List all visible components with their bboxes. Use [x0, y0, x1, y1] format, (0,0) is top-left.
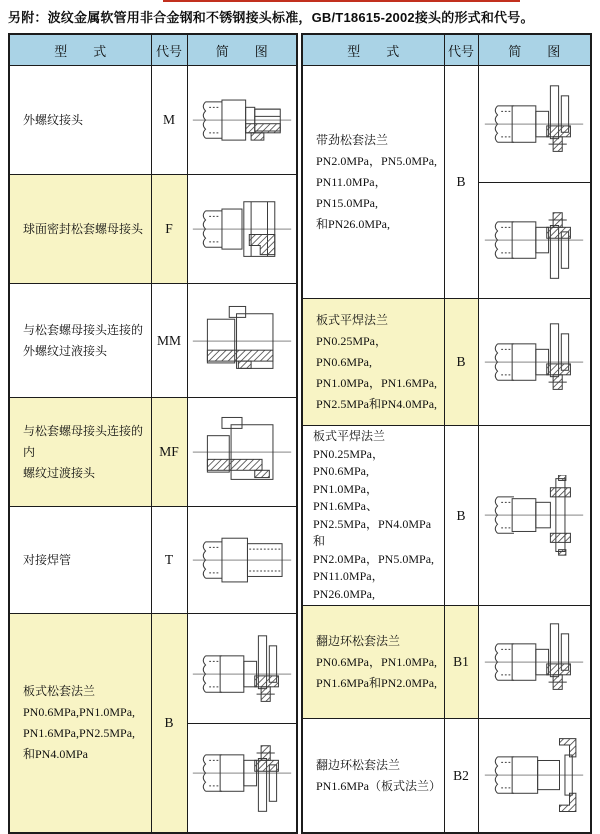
- diagram-wrap: [188, 180, 297, 278]
- col-header-diagram: 简 图: [478, 34, 591, 66]
- joint-code-cell: B: [151, 614, 187, 833]
- type-line: 板式平焊法兰: [316, 312, 389, 327]
- type-line: PN2.0MPa，PN5.0MPa,: [316, 153, 438, 168]
- type-line: 外螺纹接头: [23, 112, 84, 127]
- type-line: PN1.0MPa，PN1.6MPa、: [313, 481, 379, 513]
- type-line: PN2.5MPa和PN4.0MPa,: [316, 396, 438, 411]
- diagram-wrap: [479, 461, 591, 570]
- col-header-type: 型 式: [9, 34, 151, 66]
- type-line: 球面密封松套螺母接头: [23, 221, 144, 236]
- neck-loose-flange-up-diagram: [483, 84, 585, 164]
- neck-loose-flange-down-diagram: [483, 200, 585, 280]
- type-line: 外螺纹过液接头: [23, 343, 108, 358]
- joint-type-cell: [302, 426, 444, 606]
- type-line: 与松套螺母接头连接的: [23, 322, 144, 337]
- type-line: PN2.5MPa，PN4.0MPa和: [313, 516, 432, 548]
- diagram-wrap: [188, 290, 297, 392]
- type-line: 板式平焊法兰: [313, 429, 386, 443]
- flanged-ring-loose-flange-diagram: [483, 622, 585, 702]
- col-header-diagram: 简 图: [187, 34, 297, 66]
- type-line: PN0.25MPa，PN0.6MPa,: [313, 446, 385, 478]
- joint-diagram-cell: [187, 398, 297, 507]
- joint-type-cell: [9, 507, 151, 614]
- table-row: [302, 719, 591, 834]
- diagram-wrap: [188, 723, 297, 822]
- diagram-wrap: [479, 719, 591, 832]
- diagram-wrap: [479, 66, 591, 182]
- diagram-wrap: [479, 182, 591, 299]
- joint-type-cell: [9, 66, 151, 175]
- joint-code-cell: B: [444, 426, 478, 606]
- col-header-code: 代号: [444, 34, 478, 66]
- type-line: PN0.6MPa,PN1.0MPa,: [23, 705, 136, 720]
- joint-type-cell: [302, 719, 444, 834]
- type-line: 和PN4.0MPa: [23, 747, 89, 762]
- joint-diagram-cell: [187, 614, 297, 833]
- type-line: PN1.0MPa，PN1.6MPa,: [316, 375, 438, 390]
- diagram-wrap: [188, 512, 297, 608]
- type-line: 翻边环松套法兰: [316, 633, 401, 648]
- joint-diagram-cell: [478, 719, 591, 834]
- table-row: [9, 66, 297, 175]
- flanged-ring-plate-flange-diagram: [483, 735, 585, 815]
- diagram-wrap: [188, 403, 297, 501]
- diagram-wrap: [188, 71, 297, 169]
- joint-code-cell: MF: [151, 398, 187, 507]
- loose-nut-fitting-diagram: [191, 189, 293, 269]
- joint-type-cell: [302, 299, 444, 426]
- table-header-row: [9, 34, 297, 66]
- joint-type-tables: [8, 33, 592, 834]
- joint-type-cell: [9, 614, 151, 833]
- joint-type-cell: [302, 66, 444, 299]
- type-line: 和PN26.0MPa,: [316, 216, 391, 231]
- table-row: [9, 398, 297, 507]
- joint-code-cell: F: [151, 175, 187, 284]
- type-line: PN1.6MPa和PN2.0MPa,: [316, 675, 438, 690]
- page-title: 另附：波纹金属软管用非合金钢和不锈钢接头标准，GB/T18615-2002接头的形式和代号。: [8, 10, 534, 25]
- table-row: [302, 426, 591, 606]
- joint-diagram-cell: [187, 507, 297, 614]
- type-line: 带劲松套法兰: [316, 132, 389, 147]
- joint-code-cell: B1: [444, 606, 478, 719]
- col-header-type: 型 式: [302, 34, 444, 66]
- joint-type-cell: [9, 284, 151, 398]
- loose-plate-flange-down-diagram: [191, 733, 293, 813]
- type-line: PN0.25MPa，PN0.6MPa,: [316, 333, 388, 369]
- diagram-wrap: [479, 299, 591, 425]
- joint-type-cell: [302, 606, 444, 719]
- type-line: PN0.6MPa，PN1.0MPa,: [316, 654, 438, 669]
- type-line: 螺纹过渡接头: [23, 465, 96, 480]
- joint-code-cell: M: [151, 66, 187, 175]
- table-row: [302, 299, 591, 426]
- joint-code-cell: B: [444, 66, 478, 299]
- type-line: 对接焊管: [23, 552, 72, 567]
- joint-diagram-cell: [187, 66, 297, 175]
- table-row: [9, 284, 297, 398]
- joint-diagram-cell: [478, 426, 591, 606]
- type-line: PN11.0MPa，PN15.0MPa,: [316, 174, 387, 210]
- male-thread-fitting-diagram: [191, 80, 293, 160]
- type-line: PN2.0MPa，PN5.0MPa,: [313, 551, 435, 566]
- joint-code-cell: B2: [444, 719, 478, 834]
- joint-diagram-cell: [478, 606, 591, 719]
- type-line: PN11.0MPa，PN26.0MPa,: [313, 569, 384, 601]
- plate-weld-flange-double-diagram: [483, 475, 585, 555]
- table-row: [9, 175, 297, 284]
- table-row: [302, 606, 591, 719]
- type-line: PN1.6MPa,PN2.5MPa,: [23, 726, 136, 741]
- butt-weld-pipe-diagram: [191, 520, 293, 600]
- male-union-adapter-diagram: [191, 301, 293, 381]
- type-line: PN1.6MPa（板式法兰）: [316, 778, 442, 793]
- type-line: 板式松套法兰: [23, 684, 96, 699]
- loose-plate-flange-up-diagram: [191, 634, 293, 714]
- table-row: [302, 66, 591, 299]
- type-line: 翻边环松套法兰: [316, 757, 401, 772]
- table-row: [9, 614, 297, 833]
- scan-artifact-red-line: [163, 0, 520, 2]
- joint-code-cell: MM: [151, 284, 187, 398]
- female-union-adapter-diagram: [191, 412, 293, 492]
- diagram-wrap: [188, 625, 297, 723]
- joint-diagram-cell: [187, 175, 297, 284]
- diagram-wrap: [479, 606, 591, 718]
- joint-table-left: [8, 33, 298, 834]
- table-row: [9, 507, 297, 614]
- col-header-code: 代号: [151, 34, 187, 66]
- joint-diagram-cell: [478, 66, 591, 299]
- type-line: 与松套螺母接头连接的内: [23, 423, 144, 459]
- joint-code-cell: B: [444, 299, 478, 426]
- joint-diagram-cell: [478, 299, 591, 426]
- joint-code-cell: T: [151, 507, 187, 614]
- joint-type-cell: [9, 398, 151, 507]
- joint-table-right: [301, 33, 592, 834]
- joint-diagram-cell: [187, 284, 297, 398]
- joint-type-cell: [9, 175, 151, 284]
- plate-weld-flange-diagram: [483, 322, 585, 402]
- table-header-row: [302, 34, 591, 66]
